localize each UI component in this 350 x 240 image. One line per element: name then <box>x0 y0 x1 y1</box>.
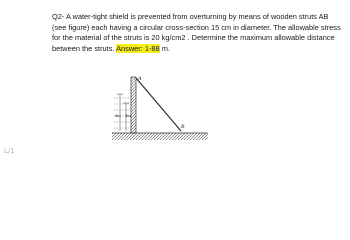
answer-unit: m. <box>159 43 170 53</box>
label-a: A <box>138 76 142 82</box>
label-b: B <box>181 124 185 130</box>
dim-label-right: 3m <box>125 113 131 118</box>
dim-label-left: 4m <box>115 113 121 118</box>
strut-ab <box>136 78 181 131</box>
question-body: Q2- A water-tight shield is prevented from overturning by means of wooden struts AB (see figure) each having a circular cross-section 15 cm in diameter. The allowable stress for the material of the struts is 20 kg/cm2 . Determine the maximum allowable distance between the struts. <box>52 12 341 53</box>
page-marker: L/1 <box>4 147 15 155</box>
ground-hatch <box>112 133 208 140</box>
answer-highlight: Answer: 1-88 <box>116 43 160 53</box>
shield-wall <box>131 77 136 133</box>
